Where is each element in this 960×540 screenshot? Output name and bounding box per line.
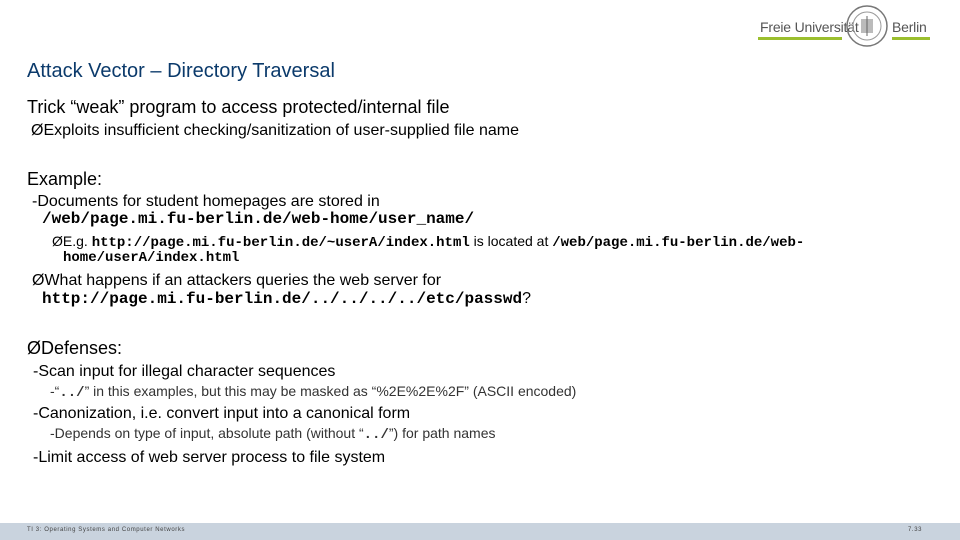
docs-text: Documents for student homepages are stored in — [37, 193, 380, 210]
logo-right-text: Berlin — [892, 19, 927, 35]
scan-subpoint — [50, 383, 576, 401]
dash-bullet: - — [32, 193, 38, 210]
docs-path: /web/page.mi.fu-berlin.de/web-home/user_name/ — [42, 210, 475, 228]
arrow-bullet-icon: Ø — [52, 233, 63, 249]
logo-rule-left — [758, 37, 842, 40]
footer-course: TI 3: Operating Systems and Computer Networks — [27, 527, 186, 533]
dash-bullet: - — [50, 425, 55, 441]
arrow-bullet-icon: Ø — [27, 338, 42, 358]
exploits-bullet — [31, 122, 519, 140]
example-url-bullet — [52, 233, 804, 251]
intro-text: Trick “weak” program to access protected/internal file — [27, 97, 450, 117]
logo-rule-right — [892, 37, 930, 40]
scan-text: Scan input for illegal character sequences — [38, 363, 336, 380]
canon-sub-post: ”) for path names — [388, 425, 496, 441]
exploits-text: Exploits insufficient checking/sanitization of user-supplied file name — [43, 122, 519, 139]
scan-sub-rest: ” in this examples, but this may be masked as “%2E%2E%2F” (ASCII encoded) — [84, 383, 577, 399]
scan-bullet — [33, 363, 335, 381]
slide-title: Attack Vector – Directory Traversal — [27, 60, 335, 82]
docs-bullet — [32, 193, 380, 211]
scan-sub-quote: “ — [54, 383, 60, 399]
example-path-part1: /web/page.mi.fu-berlin.de/web- — [552, 235, 805, 251]
example-url: http://page.mi.fu-berlin.de/~userA/index.html — [91, 235, 470, 251]
canon-subpoint — [50, 425, 495, 443]
query-url-line — [42, 290, 531, 308]
query-text: What happens if an attackers queries the web server for — [44, 272, 442, 289]
arrow-bullet-icon: Ø — [31, 122, 44, 139]
canon-bullet — [33, 405, 410, 423]
eg-mid: is located at — [469, 233, 553, 249]
defenses-heading — [27, 338, 122, 359]
dash-bullet: - — [33, 405, 39, 422]
university-logo — [758, 4, 930, 48]
canon-sub-code: ../ — [363, 427, 389, 443]
example-path-part2: home/userA/index.html — [63, 250, 240, 266]
dash-bullet: - — [33, 449, 39, 466]
defenses-text: Defenses: — [41, 338, 123, 358]
query-url: http://page.mi.fu-berlin.de/../../../../etc/passwd — [42, 290, 523, 308]
seal-icon — [846, 4, 888, 48]
example-heading: Example: — [27, 169, 103, 189]
canon-text: Canonization, i.e. convert input into a canonical form — [38, 405, 411, 422]
logo-left-text: Freie Universität — [760, 19, 859, 35]
eg-prefix: E.g. — [62, 233, 92, 249]
dash-bullet: - — [50, 383, 55, 399]
dash-bullet: - — [33, 363, 39, 380]
query-end: ? — [522, 290, 531, 307]
canon-sub-pre: Depends on type of input, absolute path (without “ — [54, 425, 364, 441]
scan-sub-code: ../ — [59, 385, 85, 401]
arrow-bullet-icon: Ø — [32, 272, 45, 289]
footer-bar — [0, 523, 960, 540]
query-bullet — [32, 272, 441, 290]
footer-page-number: 7.33 — [908, 527, 923, 533]
limit-text: Limit access of web server process to file system — [38, 449, 386, 466]
limit-bullet — [33, 449, 385, 467]
